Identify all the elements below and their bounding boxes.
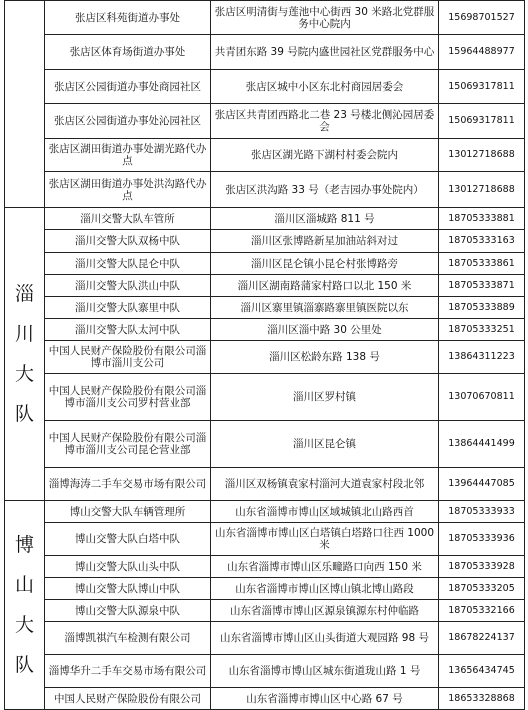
address-cell: 淄川区张博路新星加油站斜对过 [211,230,439,253]
unit-cell: 淄博海涛二手车交易市场有限公司 [45,468,211,501]
address-cell: 淄川区湖南路蒲家村路口以北 150 米 [211,275,439,297]
unit-cell: 博山交警大队白塔中队 [45,523,211,556]
group-cell [5,1,45,208]
unit-cell: 淄川交警大队车管所 [45,208,211,230]
phone-cell: 13864311223 [439,341,525,374]
table-row [5,622,525,655]
unit-cell: 张店区体育场街道办事处 [45,35,211,70]
unit-cell: 中国人民财产保险股份有限公司淄博市淄川支公司罗村营业部 [45,374,211,421]
group-cell: 淄 川 大 队 [5,208,45,501]
address-cell: 淄川区昆仑镇小昆仑村张博路旁 [211,253,439,275]
table-row [5,421,525,468]
service-points-table [4,0,525,710]
table-row [5,297,525,319]
unit-cell: 博山交警大队博山中队 [45,578,211,600]
address-cell: 山东省淄博市博山区域城镇北山路西首 [211,501,439,523]
address-cell: 山东省淄博市博山区源泉镇源东村仲临路 [211,600,439,622]
phone-cell: 15069317811 [439,70,525,104]
table-row [5,35,525,70]
unit-cell: 张店区公园街道办事处沁园社区 [45,104,211,139]
address-cell: 共青团东路 39 号院内盛世园社区党群服务中心 [211,35,439,70]
table-row [5,1,525,35]
phone-cell: 15698701527 [439,1,525,35]
table-row [5,578,525,600]
group-cell: 博 山 大 队 [5,501,45,710]
address-cell: 山东省淄博市博山区博山镇北博山路段 [211,578,439,600]
address-cell: 山东省淄博市博山区白塔镇白塔路口往西 1000 米 [211,523,439,556]
phone-cell: 15964488977 [439,35,525,70]
table-row [5,70,525,104]
table-row [5,139,525,172]
unit-cell: 中国人民财产保险股份有限公司淄博市淄川支公司昆仑营业部 [45,421,211,468]
phone-cell: 18705333928 [439,556,525,578]
table-row [5,230,525,253]
table-row [5,501,525,523]
phone-cell: 18705333936 [439,523,525,556]
table-row [5,374,525,421]
phone-cell: 18678224137 [439,622,525,655]
phone-cell: 13964447085 [439,468,525,501]
address-cell: 山东省淄博市博山区乐疃路口向西 150 米 [211,556,439,578]
unit-cell: 张店区湖田街道办事处洪沟路代办点 [45,172,211,208]
table-row [5,600,525,622]
phone-cell: 18705333205 [439,578,525,600]
address-cell: 淄川区松龄东路 138 号 [211,341,439,374]
unit-cell: 淄川交警大队寨里中队 [45,297,211,319]
unit-cell: 淄川交警大队双杨中队 [45,230,211,253]
unit-cell: 博山交警大队山头中队 [45,556,211,578]
phone-cell: 13864441499 [439,421,525,468]
table-row [5,341,525,374]
unit-cell: 淄川交警大队太河中队 [45,319,211,341]
phone-cell: 13070670811 [439,374,525,421]
address-cell: 淄川区昆仑镇 [211,421,439,468]
phone-cell: 15069317811 [439,104,525,139]
phone-cell: 18653328868 [439,688,525,710]
table-row [5,556,525,578]
address-cell: 山东省淄博市博山区山头街道大观园路 98 号 [211,622,439,655]
table-row [5,275,525,297]
table-row [5,253,525,275]
address-cell: 张店区洪沟路 33 号（老吉园办事处院内） [211,172,439,208]
unit-cell: 淄川交警大队洪山中队 [45,275,211,297]
phone-cell: 18705333251 [439,319,525,341]
address-cell: 山东省淄博市博山区城东街道珑山路 1 号 [211,655,439,688]
table-row [5,104,525,139]
phone-cell: 18705333881 [439,208,525,230]
table-row [5,319,525,341]
address-cell: 张店区明清街与莲池中心街西 30 米路北党群服务中心院内 [211,1,439,35]
unit-cell: 张店区湖田街道办事处湖光路代办点 [45,139,211,172]
phone-cell: 18705333861 [439,253,525,275]
phone-cell: 13012718688 [439,172,525,208]
table-row [5,523,525,556]
unit-cell: 张店区公园街道办事处商园社区 [45,70,211,104]
unit-cell: 淄博华升二手车交易市场有限公司 [45,655,211,688]
table-row [5,468,525,501]
unit-cell: 张店区科苑街道办事处 [45,1,211,35]
phone-cell: 18705333871 [439,275,525,297]
address-cell: 淄川区罗村镇 [211,374,439,421]
unit-cell: 博山交警大队车辆管理所 [45,501,211,523]
phone-cell: 13656434745 [439,655,525,688]
unit-cell: 中国人民财产保险股份有限公司 [45,688,211,710]
table-row [5,655,525,688]
address-cell: 张店区共青团西路北二巷 23 号楼北侧沁园居委会 [211,104,439,139]
unit-cell: 淄川交警大队昆仑中队 [45,253,211,275]
unit-cell: 中国人民财产保险股份有限公司淄博市淄川支公司 [45,341,211,374]
address-cell: 淄川区寨里镇淄寨路寨里镇医院以东 [211,297,439,319]
table-row [5,688,525,710]
address-cell: 淄川区淄城路 811 号 [211,208,439,230]
phone-cell: 18705333933 [439,501,525,523]
address-cell: 张店区城中小区东北村商园居委会 [211,70,439,104]
unit-cell: 博山交警大队源泉中队 [45,600,211,622]
unit-cell: 淄博凯祺汽车检测有限公司 [45,622,211,655]
table-row [5,172,525,208]
phone-cell: 18705333163 [439,230,525,253]
address-cell: 张店区湖光路下湖村村委会院内 [211,139,439,172]
address-cell: 淄川区双杨镇袁家村淄河大道袁家村段北邻 [211,468,439,501]
phone-cell: 18705332166 [439,600,525,622]
phone-cell: 13012718688 [439,139,525,172]
phone-cell: 18705333889 [439,297,525,319]
address-cell: 山东省淄博市博山区中心路 67 号 [211,688,439,710]
address-cell: 淄川区淄中路 30 公里处 [211,319,439,341]
table-row [5,208,525,230]
